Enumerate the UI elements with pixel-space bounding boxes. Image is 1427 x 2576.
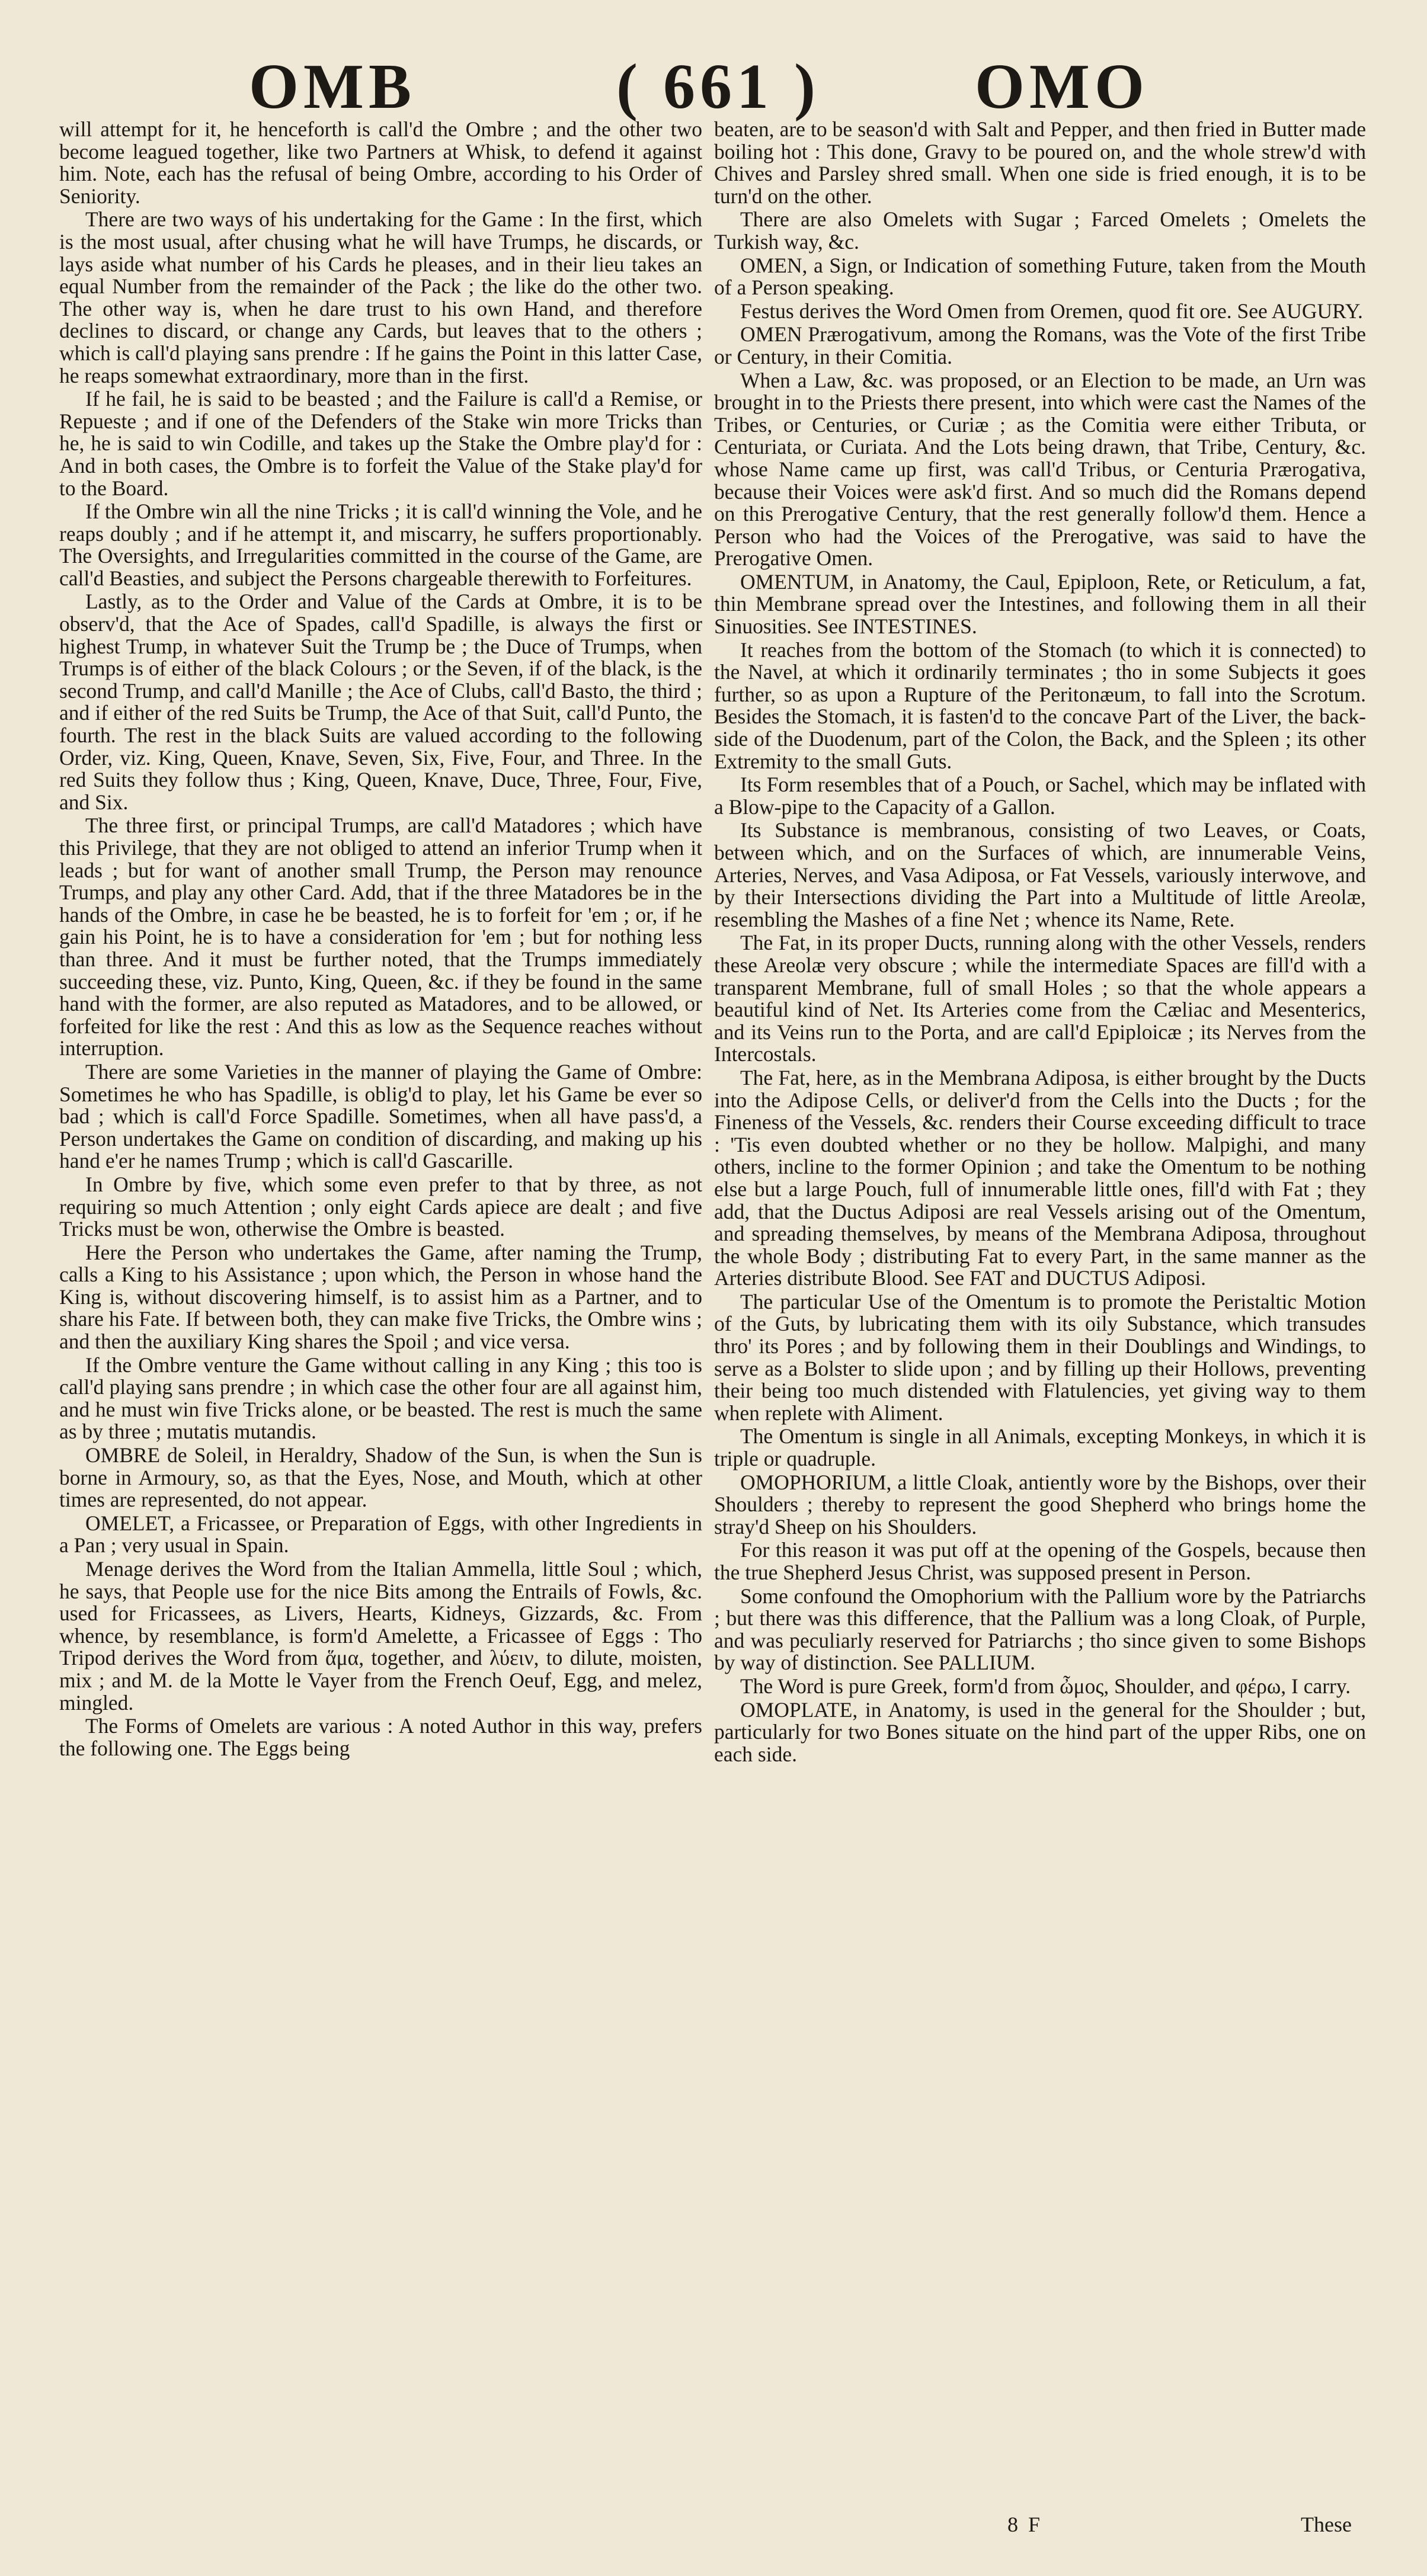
- paragraph: If the Ombre win all the nine Tricks ; it is call'd winning the Vole, and he reaps doubly ; and if he attempt it, and miscarry, he suffers proportionably. The Oversights, and Irregularities committed in the course of the Game, are call'd Beasties, and subject the Persons chargeable therewith to Forfeitures.: [59, 499, 702, 590]
- paragraph: The particular Use of the Omentum is to promote the Peristaltic Motion of the Guts, by lubricating them with its oily Substance, which transudes thro' its Pores ; and by following them in their Doublings and Windings, to serve as a Bolster to slide upon ; and by filling up their Hollows, preventing their being too much distended with Flatulencies, yet giving way to them when replete with Aliment.: [714, 1289, 1366, 1425]
- left-column: [59, 118, 702, 2482]
- paragraph: Some confound the Omophorium with the Pallium wore by the Patriarchs ; but there was this difference, that the Pallium was a long Cloak, of Purple, and was peculiarly reserved for Patriarchs ; tho since given to some Bishops by way of distinction. See PALLIUM.: [714, 1584, 1366, 1675]
- paragraph: There are two ways of his undertaking for the Game : In the first, which is the most usual, after chusing what he will have Trumps, he discards, or lays aside what number of his Cards he pleases, and in their lieu takes an equal Number from the remainder of the Pack ; the like do the other two. The other way is, when he dare trust to his own Hand, and therefore declines to discard, or change any Cards, but leaves that to the others ; which is call'd playing sans prendre : If he gains the Point in this latter Case, he reaps somewhat extraordinary, more than in the first.: [59, 207, 702, 387]
- catchword: These: [1301, 2513, 1352, 2536]
- paragraph: Here the Person who undertakes the Game, after naming the Trump, calls a King to his Assistance ; upon which, the Person in whose hand the King is, without discovering himself, is to assist him as a Partner, and to share his Fate. If between both, they can make five Tricks, the Ombre wins ; and then the auxiliary King shares the Spoil ; and vice versa.: [59, 1240, 702, 1354]
- paragraph: The three first, or principal Trumps, are call'd Matadores ; which have this Privilege, that they are not obliged to attend an inferior Trump when it leads ; but for want of another small Trump, the Person may renounce Trumps, and play any other Card. Add, that if the three Matadores be in the hands of the Ombre, in case he be beasted, he is to forfeit for 'em ; or, if he gain his Point, he is to have a consideration for 'em ; but for nothing less than three. And it must be further noted, that the Trumps immediately succeeding these, viz. Punto, King, Queen, &c. if they be found in the same hand with the former, are also reputed as Matadores, and to be allowed, or forfeited for like the rest : And this as low as the Sequence reaches without interruption.: [59, 813, 702, 1060]
- paragraph: beaten, are to be season'd with Salt and Pepper, and then fried in Butter made boiling hot : This done, Gravy to be poured on, and the whole strew'd with Chives and Parsley shred small. When one side is fried enough, it is to be turn'd on the other.: [714, 118, 1366, 208]
- right-column: [714, 118, 1366, 2482]
- paragraph: When a Law, &c. was proposed, or an Election to be made, an Urn was brought in to the Priests there present, into which were cast the Names of the Tribes, or Centuries, or Curiæ ; as the Comitia were either Tributa, or Centuriata, or Curiata. And the Lots being drawn, that Tribe, Century, &c. whose Name came up first, was call'd Tribus, or Centuria Prærogativa, because their Voices were ask'd first. And so much did the Romans depend on this Prerogative Century, that the rest generally follow'd them. Hence a Person who had the Voices of the Prerogative, was said to have the Prerogative Omen.: [714, 368, 1366, 571]
- paragraph: The Fat, here, as in the Membrana Adiposa, is either brought by the Ducts into the Adipose Cells, or deliver'd from the Cells into the Ducts ; for the Fineness of the Vessels, &c. renders their Course exceeding difficult to trace : 'Tis even doubted whether or no they be hollow. Malpighi, and many others, incline to the former Opinion ; and take the Omentum to be nothing else but a large Pouch, full of innumerable little ones, fill'd with Fat ; they add, that the Ductus Adiposi are real Vessels arising out of the Omentum, and spreading themselves, by means of the Membrana Adiposa, throughout the whole Body ; distributing Fat to every Part, in the same manner as the Arteries distribute Blood. See FAT and DUCTUS Adiposi.: [714, 1065, 1366, 1290]
- paragraph: The Forms of Omelets are various : A noted Author in this way, prefers the following one. The Eggs being: [59, 1714, 702, 1760]
- paragraph: OMEN Prærogativum, among the Romans, was the Vote of the first Tribe or Century, in their Comitia.: [714, 322, 1366, 369]
- running-header: [0, 50, 1427, 127]
- page-number: ( 661 ): [616, 52, 820, 122]
- paragraph: For this reason it was put off at the opening of the Gospels, because then the true Shepherd Jesus Christ, was supposed present in Person.: [714, 1538, 1366, 1584]
- paragraph: The Omentum is single in all Animals, excepting Monkeys, in which it is triple or quadruple.: [714, 1424, 1366, 1471]
- dictionary-entry: OMENTUM, in Anatomy, the Caul, Epiploon, Rete, or Reticulum, a fat, thin Membrane spread over the Intestines, and following them in all their Sinuosities. See INTESTINES.: [714, 569, 1366, 639]
- dictionary-entry: OMOPLATE, in Anatomy, is used in the general for the Shoulder ; but, particularly for two Bones situate on the hind part of the upper Ribs, one on each side.: [714, 1697, 1366, 1766]
- paragraph: Its Substance is membranous, consisting of two Leaves, or Coats, between which, and on the Surfaces of which, are innumerable Veins, Arteries, Nerves, and Vasa Adiposa, or Fat Vessels, variously interwove, and by their Intersections dividing the Part into a Multitude of little Areolæ, resembling the Mashes of a fine Net ; whence its Name, Rete.: [714, 818, 1366, 931]
- paragraph: In Ombre by five, which some even prefer to that by three, as not requiring so much Attention ; only eight Cards apiece are dealt ; and five Tricks must be won, otherwise the Ombre is beasted.: [59, 1172, 702, 1241]
- paragraph: If he fail, he is said to be beasted ; and the Failure is call'd a Remise, or Repueste ; and if one of the Defenders of the Stake win more Tricks than he, he is said to win Codille, and takes up the Stake the Ombre play'd for : And in both cases, the Ombre is to forfeit the Value of the Stake play'd for to the Board.: [59, 387, 702, 500]
- paragraph: Menage derives the Word from the Italian Ammella, little Soul ; which, he says, that People use for the nice Bits among the Entrails of Fowls, &c. used for Fricassees, as Livers, Hearts, Kidneys, Gizzards, &c. From whence, by resemblance, is form'd Amelette, a Fricassee of Eggs : Tho Tripod derives the Word from ἅμα, together, and λύειν, to dilute, moisten, mix ; and M. de la Motte le Vayer from the French Oeuf, Egg, and melez, mingled.: [59, 1557, 702, 1715]
- paragraph: If the Ombre venture the Game without calling in any King ; this too is call'd playing sans prendre ; in which case the other four are all against him, and he must win five Tricks alone, or be beasted. The rest is much the same as by three ; mutatis mutandis.: [59, 1353, 702, 1444]
- paragraph: OMBRE de Soleil, in Heraldry, Shadow of the Sun, is when the Sun is borne in Armoury, so, as that the Eyes, Nose, and Mouth, which at other times are represented, do not appear.: [59, 1443, 702, 1512]
- header-left-word: OMB: [249, 52, 416, 122]
- page-footer: [0, 2512, 1427, 2548]
- paragraph: The Fat, in its proper Ducts, running along with the other Vessels, renders these Areolæ very obscure ; while the intermediate Spaces are fill'd with a transparent Membrane, full of small Holes ; so that the whole appears a beautiful kind of Net. Its Arteries come from the Cæliac and Mesenterics, and its Veins run to the Porta, and are call'd Epiploicæ ; its Nerves from the Intercostals.: [714, 931, 1366, 1066]
- signature-mark: 8 F: [1007, 2513, 1043, 2536]
- paragraph: The Word is pure Greek, form'd from ὦμος, Shoulder, and φέρω, I carry.: [740, 1674, 1351, 1698]
- dictionary-entry: OMEN, a Sign, or Indication of something Future, taken from the Mouth of a Person speaking.: [714, 253, 1366, 300]
- paragraph: There are also Omelets with Sugar ; Farced Omelets ; Omelets the Turkish way, &c.: [714, 207, 1366, 254]
- header-right-word: OMO: [975, 52, 1149, 122]
- dictionary-entry: OMOPHORIUM, a little Cloak, antiently wore by the Bishops, over their Shoulders ; thereby to represent the good Shepherd who brings home the stray'd Sheep on his Shoulders.: [714, 1470, 1366, 1539]
- paragraph: Its Form resembles that of a Pouch, or Sachel, which may be inflated with a Blow-pipe to the Capacity of a Gallon.: [714, 773, 1366, 819]
- dictionary-entry: OMELET, a Fricassee, or Preparation of Eggs, with other Ingredients in a Pan ; very usual in Spain.: [59, 1511, 702, 1558]
- paragraph: will attempt for it, he henceforth is call'd the Ombre ; and the other two become leagued together, like two Partners at Whisk, to defend it against him. Note, each has the refusal of being Ombre, according to his Order of Seniority.: [59, 118, 702, 208]
- paragraph: It reaches from the bottom of the Stomach (to which it is connected) to the Navel, at which it ordinarily terminates ; tho in some Subjects it goes further, so as upon a Rupture of the Peritonæum, to fall into the Scrotum. Besides the Stomach, it is fasten'd to the concave Part of the Liver, the back-side of the Duodenum, part of the Colon, the Back, and the Spleen ; its other Extremity to the small Guts.: [714, 637, 1366, 773]
- paragraph: Festus derives the Word Omen from Oremen, quod fit ore. See AUGURY.: [740, 299, 1363, 323]
- paragraph: Lastly, as to the Order and Value of the Cards at Ombre, it is to be observ'd, that the Ace of Spades, call'd Spadille, is always the first or highest Trump, in whatever Suit the Trump be ; the Duce of Trumps, when Trumps is of either of the black Colours ; or the Seven, if of the black, is the second Trump, and call'd Manille ; the Ace of Clubs, call'd Basto, the third ; and if either of the red Suits be Trump, the Ace of that Suit, call'd Punto, the fourth. The rest in the black Suits are valued according to the following Order, viz. King, Queen, Knave, Seven, Six, Five, Four, and Three. In the red Suits they follow thus ; King, Queen, Knave, Duce, Three, Four, Five, and Six.: [59, 589, 702, 814]
- paragraph: There are some Varieties in the manner of playing the Game of Ombre: Sometimes he who has Spadille, is oblig'd to play, let his Game be ever so bad ; which is call'd Force Spadille. Sometimes, when all have pass'd, a Person undertakes the Game on condition of discarding, and making up his hand e'er he names Trump ; which is call'd Gascarille.: [59, 1059, 702, 1173]
